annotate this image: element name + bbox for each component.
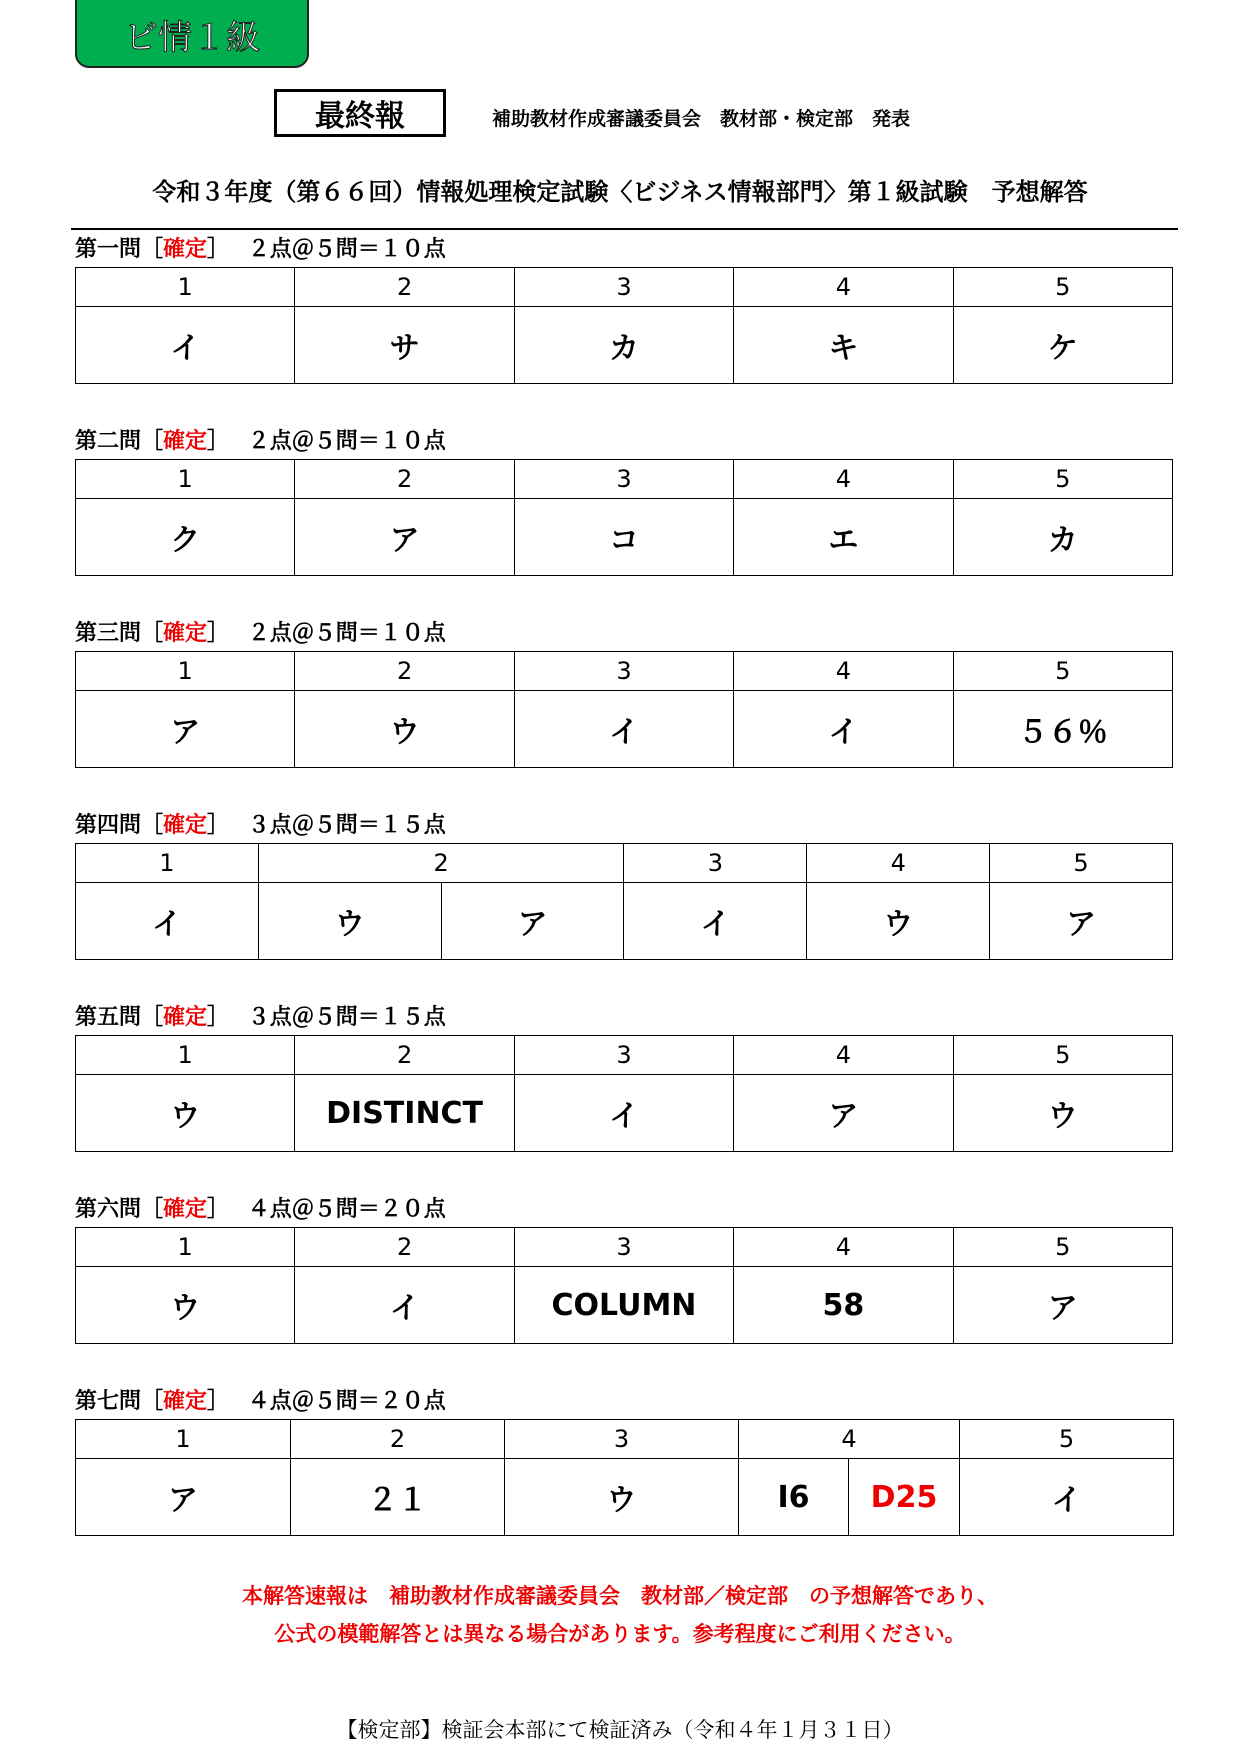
answer-cell: カ xyxy=(953,499,1172,576)
section-points: ４点＠５問＝２０点 xyxy=(247,1197,446,1222)
column-header: 2 xyxy=(295,652,514,691)
answer-cell: ウ xyxy=(258,883,441,960)
column-header: 5 xyxy=(953,460,1172,499)
answer-cell: ア xyxy=(76,1459,291,1536)
section-points: ３点＠５問＝１５点 xyxy=(247,1005,446,1030)
column-header: 4 xyxy=(734,460,953,499)
final-report-label: 最終報 xyxy=(274,89,446,137)
column-header: 2 xyxy=(295,460,514,499)
answer-cell: イ xyxy=(960,1459,1174,1536)
grade-badge: ビ情１級 xyxy=(75,0,309,68)
column-header: 3 xyxy=(514,1036,733,1075)
column-header: 5 xyxy=(953,268,1172,307)
column-header: 4 xyxy=(739,1420,960,1459)
column-header: 4 xyxy=(734,652,953,691)
section-name: 第五問 xyxy=(75,1005,142,1030)
answer-cell: イ xyxy=(76,883,259,960)
column-header: 4 xyxy=(734,1228,953,1267)
answer-cell: エ xyxy=(734,499,953,576)
section-name: 第六問 xyxy=(75,1197,142,1222)
question-section xyxy=(75,1193,1173,1344)
question-section xyxy=(75,1385,1173,1536)
answer-cell: ア xyxy=(953,1267,1172,1344)
divider xyxy=(71,228,1178,230)
section-heading: 第四問［確定］ ３点＠５問＝１５点 xyxy=(75,813,446,838)
section-points: ２点＠５問＝１０点 xyxy=(247,429,446,454)
column-header: 4 xyxy=(807,844,990,883)
answer-table xyxy=(75,843,1173,960)
section-name: 第四問 xyxy=(75,813,142,838)
disclaimer-line-1: 本解答速報は 補助教材作成審議委員会 教材部／検定部 の予想解答であり、 xyxy=(242,1584,998,1608)
section-name: 第三問 xyxy=(75,621,142,646)
answer-row xyxy=(76,1267,1173,1344)
answer-cell: ア xyxy=(295,499,514,576)
status-badge: 確定 xyxy=(163,429,208,454)
answer-cell: イ xyxy=(295,1267,514,1344)
answer-cell: ケ xyxy=(953,307,1172,384)
column-header: 5 xyxy=(990,844,1173,883)
column-header: 2 xyxy=(295,1036,514,1075)
answer-cell: ウ xyxy=(807,883,990,960)
answer-cell: イ xyxy=(514,1075,733,1152)
question-section xyxy=(75,617,1173,768)
header-row xyxy=(76,1420,1174,1459)
answer-cell: ５６％ xyxy=(953,691,1172,768)
section-name: 第一問 xyxy=(75,237,142,262)
answer-table xyxy=(75,267,1173,384)
column-header: 1 xyxy=(76,844,259,883)
question-section xyxy=(75,233,1173,384)
column-header: 1 xyxy=(76,1420,291,1459)
answer-cell: ア xyxy=(76,691,295,768)
answer-cell: ア xyxy=(441,883,624,960)
column-header: 3 xyxy=(514,652,733,691)
status-badge: 確定 xyxy=(163,813,208,838)
column-header: 5 xyxy=(960,1420,1174,1459)
answer-cell: ウ xyxy=(76,1267,295,1344)
column-header: 2 xyxy=(258,844,624,883)
section-name: 第七問 xyxy=(75,1389,142,1414)
section-heading: 第三問［確定］ ２点＠５問＝１０点 xyxy=(75,621,446,646)
answer-table xyxy=(75,651,1173,768)
column-header: 3 xyxy=(624,844,807,883)
answer-cell: サ xyxy=(295,307,514,384)
answer-cell: COLUMN xyxy=(514,1267,733,1344)
answer-cell: キ xyxy=(734,307,953,384)
answer-row xyxy=(76,499,1173,576)
status-badge: 確定 xyxy=(163,1389,208,1414)
answer-cell: D25 xyxy=(849,1459,960,1536)
column-header: 1 xyxy=(76,1036,295,1075)
answer-cell: ア xyxy=(734,1075,953,1152)
section-name: 第二問 xyxy=(75,429,142,454)
answer-cell: ウ xyxy=(295,691,514,768)
answer-table xyxy=(75,459,1173,576)
answer-table xyxy=(75,1419,1174,1536)
question-section xyxy=(75,809,1173,960)
answer-cell: ウ xyxy=(953,1075,1172,1152)
question-section xyxy=(75,1001,1173,1152)
column-header: 2 xyxy=(295,1228,514,1267)
answer-cell: DISTINCT xyxy=(295,1075,514,1152)
answer-cell: イ xyxy=(76,307,295,384)
section-points: ２点＠５問＝１０点 xyxy=(247,621,446,646)
column-header: 5 xyxy=(953,1228,1172,1267)
column-header: 3 xyxy=(514,1228,733,1267)
answer-table xyxy=(75,1227,1173,1344)
header-row xyxy=(76,268,1173,307)
column-header: 2 xyxy=(295,268,514,307)
answer-cell: 58 xyxy=(734,1267,953,1344)
column-header: 1 xyxy=(76,652,295,691)
column-header: 5 xyxy=(953,1036,1172,1075)
header-row xyxy=(76,652,1173,691)
column-header: 1 xyxy=(76,460,295,499)
answer-cell: ア xyxy=(990,883,1173,960)
answer-row xyxy=(76,1075,1173,1152)
publisher-text: 補助教材作成審議委員会 教材部・検定部 発表 xyxy=(492,108,911,130)
answer-cell: ク xyxy=(76,499,295,576)
section-points: ３点＠５問＝１５点 xyxy=(247,813,446,838)
answer-cell: ウ xyxy=(505,1459,739,1536)
header-row xyxy=(76,1228,1173,1267)
answer-table xyxy=(75,1035,1173,1152)
answer-cell: イ xyxy=(514,691,733,768)
column-header: 3 xyxy=(505,1420,739,1459)
column-header: 4 xyxy=(734,268,953,307)
section-heading: 第一問［確定］ ２点＠５問＝１０点 xyxy=(75,237,446,262)
column-header: 3 xyxy=(514,268,733,307)
column-header: 3 xyxy=(514,460,733,499)
header-row xyxy=(76,1036,1173,1075)
answer-cell: イ xyxy=(624,883,807,960)
column-header: 1 xyxy=(76,268,295,307)
verification-footer: 【検定部】検証会本部にて検証済み（令和４年１月３１日） xyxy=(336,1718,904,1742)
status-badge: 確定 xyxy=(163,1197,208,1222)
status-badge: 確定 xyxy=(163,1005,208,1030)
header-row xyxy=(76,844,1173,883)
status-badge: 確定 xyxy=(163,237,208,262)
disclaimer-line-2: 公式の模範解答とは異なる場合があります。参考程度にご利用ください。 xyxy=(274,1622,966,1646)
section-heading: 第七問［確定］ ４点＠５問＝２０点 xyxy=(75,1389,446,1414)
page-title: 令和３年度（第６６回）情報処理検定試験〈ビジネス情報部門〉第１級試験 予想解答 xyxy=(152,178,1088,206)
answer-cell: イ xyxy=(734,691,953,768)
section-heading: 第五問［確定］ ３点＠５問＝１５点 xyxy=(75,1005,446,1030)
column-header: 1 xyxy=(76,1228,295,1267)
section-heading: 第二問［確定］ ２点＠５問＝１０点 xyxy=(75,429,446,454)
question-section xyxy=(75,425,1173,576)
answer-cell: コ xyxy=(514,499,733,576)
answer-row xyxy=(76,691,1173,768)
section-points: ２点＠５問＝１０点 xyxy=(247,237,446,262)
section-points: ４点＠５問＝２０点 xyxy=(247,1389,446,1414)
answer-cell: I6 xyxy=(739,1459,849,1536)
answer-cell: ウ xyxy=(76,1075,295,1152)
column-header: 4 xyxy=(734,1036,953,1075)
status-badge: 確定 xyxy=(163,621,208,646)
answer-row xyxy=(76,883,1173,960)
section-heading: 第六問［確定］ ４点＠５問＝２０点 xyxy=(75,1197,446,1222)
answer-row xyxy=(76,1459,1174,1536)
column-header: 5 xyxy=(953,652,1172,691)
answer-cell: カ xyxy=(514,307,733,384)
answer-cell: ２１ xyxy=(291,1459,505,1536)
column-header: 2 xyxy=(291,1420,505,1459)
answer-row xyxy=(76,307,1173,384)
header-row xyxy=(76,460,1173,499)
